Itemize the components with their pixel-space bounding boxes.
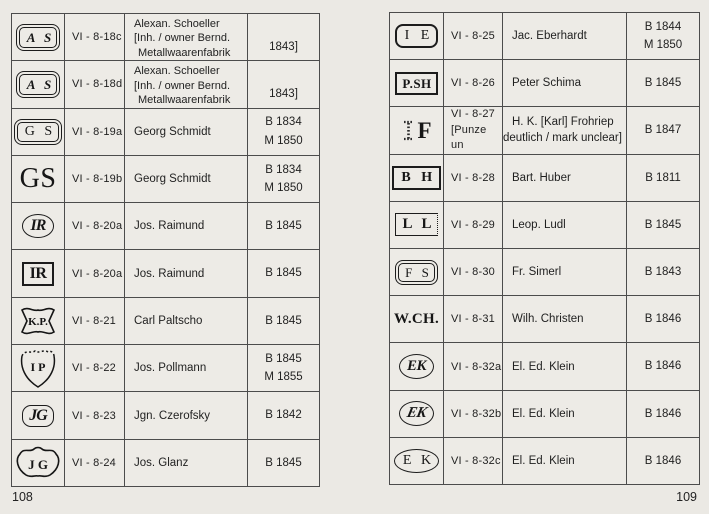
date-cell — [627, 60, 699, 106]
maker-name: El. Ed. Klein — [512, 360, 575, 373]
hallmark-shape-shield-dotted — [16, 346, 60, 390]
maker-name-line: [Inh. / owner Bernd. — [134, 32, 230, 45]
table-row — [390, 343, 699, 390]
maker-name-cell — [125, 298, 248, 344]
catalog-ref: VI - 8-18d — [72, 78, 123, 91]
hallmark-cell — [12, 440, 65, 486]
hallmark-frame-jg-script: JG — [22, 405, 54, 427]
hallmark-cell — [390, 107, 444, 153]
maker-name: Jos. Raimund — [134, 267, 205, 280]
hallmark-frame-ir-fraktur: IR — [22, 214, 55, 238]
catalog-ref-cell — [444, 343, 503, 389]
page-number-left: 108 — [12, 490, 33, 504]
maker-name-cell — [125, 440, 248, 486]
date-line: M 1850 — [264, 182, 303, 195]
maker-name-cell — [503, 13, 627, 59]
catalog-ref: VI - 8-30 — [451, 266, 495, 279]
maker-name-cell — [503, 155, 627, 201]
hallmark-cell — [390, 202, 444, 248]
catalog-ref-cell — [444, 13, 503, 59]
maker-name-cell — [125, 14, 248, 60]
hallmark-frame-as — [16, 24, 60, 51]
date-line: B 1846 — [644, 407, 682, 420]
table-row — [12, 109, 319, 156]
maker-name: Jac. Eberhardt — [512, 30, 587, 43]
date-line: B 1843 — [644, 265, 682, 278]
hallmark-cell — [390, 13, 444, 59]
hallmark-cell — [390, 343, 444, 389]
hallmark-frame-ir-rect: IR — [22, 262, 55, 286]
maker-name: H. K. [Karl] Frohriep — [512, 115, 614, 128]
table-row — [390, 249, 699, 296]
catalog-ref: VI - 8-21 — [72, 314, 116, 327]
maker-name-cell — [125, 203, 248, 249]
catalog-ref: VI - 8-20a — [72, 267, 123, 280]
hallmark-letters-wch: W.CH. — [393, 310, 440, 327]
date-cell — [248, 109, 319, 155]
date-line: B 1842 — [265, 409, 302, 422]
maker-name-cell — [503, 107, 627, 153]
catalog-ref-cell — [65, 392, 125, 438]
maker-name: Fr. Simerl — [512, 266, 562, 279]
catalog-ref-cell — [444, 296, 503, 342]
date-cell — [248, 345, 319, 391]
maker-name-line: Metallwaarenfabrik — [138, 46, 231, 59]
catalog-ref: VI - 8-18c — [72, 31, 122, 44]
date-cell — [248, 298, 319, 344]
date-cell — [627, 391, 699, 437]
date-line: B 1845 — [265, 314, 302, 327]
hallmark-cell — [12, 156, 65, 202]
table-row — [390, 155, 699, 202]
date-line: 1843] — [269, 88, 298, 101]
date-line: B 1845 — [265, 352, 302, 365]
hallmark-letters: A S — [19, 27, 57, 48]
date-line: M 1850 — [264, 134, 303, 147]
maker-name-line: Metallwaarenfabrik — [138, 93, 231, 106]
hallmark-frame-if — [401, 119, 431, 142]
date-cell — [627, 202, 699, 248]
hallmark-letters: F — [417, 118, 432, 144]
date-line: B 1845 — [644, 218, 682, 231]
table-row — [390, 202, 699, 249]
date-cell — [248, 61, 319, 107]
table-row — [12, 61, 319, 108]
hallmark-cell — [12, 61, 65, 107]
maker-name: Jos. Raimund — [134, 220, 205, 233]
catalog-ref: VI - 8-27 — [451, 108, 495, 121]
hallmark-frame-psh: P.SH — [395, 72, 437, 95]
catalog-ref-cell — [65, 298, 125, 344]
maker-name-cell — [125, 392, 248, 438]
table-row — [12, 250, 319, 297]
hallmark-frame-as — [16, 71, 60, 98]
table-row — [12, 156, 319, 203]
catalog-ref: VI - 8-24 — [72, 456, 116, 469]
catalog-ref-cell — [65, 14, 125, 60]
hallmark-frame-ek-script: EK — [399, 354, 434, 379]
hallmark-cell — [12, 298, 65, 344]
hallmark-frame-gs — [14, 119, 62, 145]
catalog-ref: VI - 8-25 — [451, 30, 495, 43]
hallmark-cell — [390, 296, 444, 342]
catalog-ref: VI - 8-26 — [451, 77, 495, 90]
hallmark-cell — [12, 109, 65, 155]
hallmark-letters: F S — [398, 263, 435, 282]
date-cell — [248, 203, 319, 249]
maker-name-cell — [503, 438, 627, 484]
catalog-ref: VI - 8-31 — [451, 313, 495, 326]
hallmark-cell — [12, 345, 65, 391]
maker-name: Jos. Pollmann — [134, 362, 207, 375]
maker-name: Wilh. Christen — [512, 313, 584, 326]
hallmark-frame-ek-script-slanted — [399, 401, 434, 426]
maker-name-cell — [503, 202, 627, 248]
maker-name: Jgn. Czerofsky — [134, 409, 211, 422]
maker-name-cell — [503, 296, 627, 342]
catalog-ref: VI - 8-19a — [72, 125, 123, 138]
date-cell — [248, 14, 319, 60]
maker-name-line: [Inh. / owner Bernd. — [134, 79, 230, 92]
hallmark-cell — [12, 250, 65, 296]
date-line: B 1834 — [265, 116, 302, 129]
maker-name-cell — [125, 61, 248, 107]
maker-name: El. Ed. Klein — [512, 454, 575, 467]
table-row — [390, 60, 699, 107]
catalog-ref-cell — [65, 156, 125, 202]
hallmark-letters: G S — [17, 122, 59, 142]
catalog-ref-cell — [65, 440, 125, 486]
maker-name-cell — [503, 60, 627, 106]
table-row — [390, 13, 699, 60]
hallmark-cell — [12, 14, 65, 60]
table-row — [390, 391, 699, 438]
date-line: B 1811 — [645, 171, 681, 184]
table-row — [12, 203, 319, 250]
catalog-ref-cell — [65, 109, 125, 155]
hallmark-frame-bh: B H — [392, 166, 440, 190]
hallmark-frame-ie: I E — [395, 24, 439, 48]
mark-note-start: [Punze un — [451, 123, 487, 152]
catalog-ref-cell — [444, 202, 503, 248]
hallmark-letters-gs-plain: GS — [19, 163, 57, 195]
catalog-ref-cell — [444, 438, 503, 484]
date-cell — [627, 343, 699, 389]
catalog-ref: VI - 8-19b — [72, 173, 123, 186]
date-cell — [627, 438, 699, 484]
hallmark-table-left — [11, 13, 320, 487]
catalog-ref: VI - 8-22 — [72, 362, 116, 375]
table-row — [12, 345, 319, 392]
hallmark-frame-ll: L L — [395, 213, 439, 236]
maker-name-cell — [125, 250, 248, 296]
hallmark-cell — [390, 249, 444, 295]
maker-name-line: Alexan. Schoeller — [134, 18, 220, 30]
maker-name-cell — [503, 343, 627, 389]
catalog-ref-cell — [65, 345, 125, 391]
date-cell — [627, 296, 699, 342]
table-row — [390, 107, 699, 154]
hallmark-unclear-letter-i — [401, 119, 416, 142]
mark-note-continuation: deutlich / mark unclear] — [503, 131, 622, 144]
hallmark-letters: A S — [19, 74, 57, 95]
hallmark-table-right — [389, 12, 700, 485]
hallmark-cell — [390, 391, 444, 437]
date-line: 1843] — [269, 40, 298, 53]
table-row — [12, 440, 319, 486]
date-line: B 1845 — [644, 77, 682, 90]
date-line: B 1844 — [644, 20, 682, 33]
maker-name-cell — [503, 249, 627, 295]
hallmark-letters: K.P. — [28, 315, 48, 328]
maker-name-cell — [125, 109, 248, 155]
catalog-ref-cell — [444, 249, 503, 295]
date-cell — [248, 440, 319, 486]
date-cell — [248, 392, 319, 438]
maker-name: El. Ed. Klein — [512, 407, 575, 420]
date-cell — [627, 155, 699, 201]
date-line: B 1834 — [265, 163, 302, 176]
catalog-ref-cell — [65, 250, 125, 296]
maker-name: Carl Paltscho — [134, 314, 203, 327]
table-row — [390, 438, 699, 484]
catalog-ref: VI - 8-20a — [72, 220, 123, 233]
catalog-ref: VI - 8-29 — [451, 218, 495, 231]
hallmark-frame-ek-serif: E K — [394, 449, 439, 473]
catalog-ref-cell — [65, 203, 125, 249]
date-line: B 1845 — [265, 456, 302, 469]
date-cell — [627, 107, 699, 153]
maker-name: Jos. Glanz — [134, 456, 189, 469]
table-row — [12, 14, 319, 61]
catalog-ref: VI - 8-32c — [451, 454, 501, 467]
date-cell — [627, 249, 699, 295]
date-line: B 1846 — [644, 360, 682, 373]
date-line: B 1845 — [265, 220, 302, 233]
maker-name-cell — [125, 156, 248, 202]
hallmark-cell — [390, 60, 444, 106]
maker-name: Peter Schima — [512, 77, 582, 90]
catalog-ref-cell — [444, 155, 503, 201]
catalog-ref-cell — [444, 107, 503, 153]
date-line: M 1850 — [643, 39, 683, 52]
date-line: B 1846 — [644, 313, 682, 326]
hallmark-shape-cartouche — [14, 306, 62, 336]
hallmark-cell — [390, 438, 444, 484]
catalog-ref-cell — [65, 61, 125, 107]
maker-name: Georg Schmidt — [134, 125, 211, 138]
catalog-ref: VI - 8-32a — [451, 360, 502, 373]
hallmark-letters: I P — [30, 360, 46, 375]
hallmark-cell — [12, 392, 65, 438]
catalog-ref: VI - 8-32b — [451, 407, 502, 420]
maker-name: Georg Schmidt — [134, 173, 211, 186]
catalog-ref: VI - 8-28 — [451, 171, 495, 184]
page-number-right: 109 — [676, 490, 697, 504]
catalog-ref-cell — [444, 391, 503, 437]
hallmark-letters: J G — [28, 456, 48, 472]
maker-name-line: Alexan. Schoeller — [134, 65, 220, 78]
table-row — [12, 392, 319, 439]
date-cell — [248, 250, 319, 296]
catalog-ref-cell — [444, 60, 503, 106]
maker-name: Bart. Huber — [512, 171, 571, 184]
date-cell — [627, 13, 699, 59]
date-line: B 1847 — [644, 124, 682, 137]
hallmark-cell — [12, 203, 65, 249]
maker-name-cell — [125, 345, 248, 391]
catalog-ref: VI - 8-23 — [72, 409, 116, 422]
date-line: M 1855 — [264, 371, 303, 384]
hallmark-shape-badge — [13, 445, 63, 481]
table-row — [390, 296, 699, 343]
maker-name: Leop. Ludl — [512, 218, 566, 231]
hallmark-cell — [390, 155, 444, 201]
hallmark-frame-fs — [395, 260, 438, 285]
date-line: B 1846 — [644, 454, 682, 467]
date-line: B 1845 — [265, 267, 302, 280]
table-row — [12, 298, 319, 345]
date-cell — [248, 156, 319, 202]
maker-name-cell — [503, 391, 627, 437]
hallmark-letters: EK — [405, 405, 428, 422]
